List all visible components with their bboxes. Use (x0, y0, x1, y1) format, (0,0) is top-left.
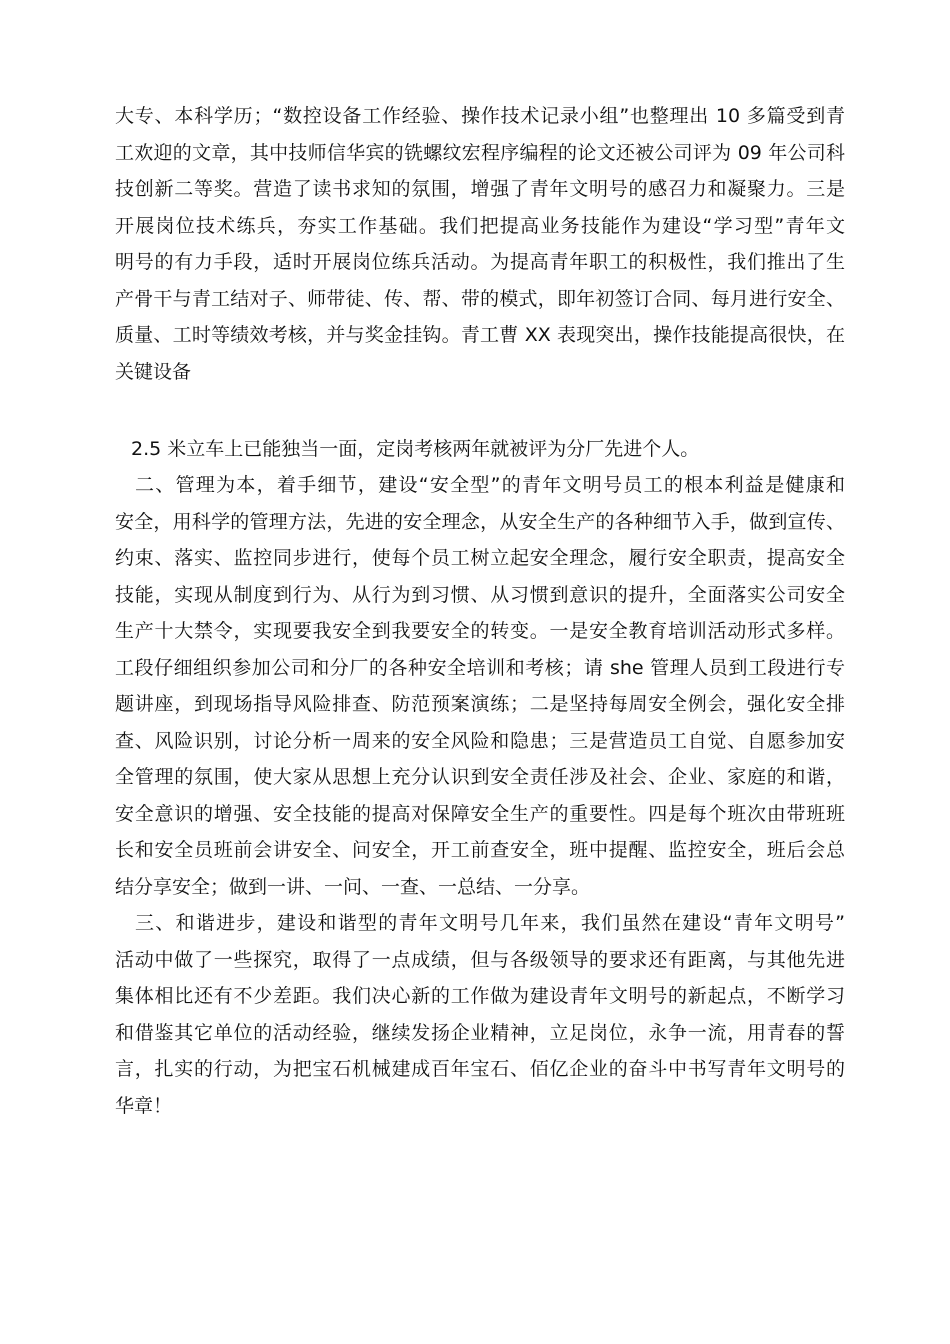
text-line: 2.5 米立车上已能独当一面，定岗考核两年就被评为分厂先进个人。 (131, 438, 700, 460)
text-line: 安全，用科学的管理方法，先进的安全理念，从安全生产的各种细节入手，做到宣传、 (115, 510, 845, 533)
text-line: 安全意识的增强、安全技能的提高对保障安全生产的重要性。四是每个班次由带班班 (115, 802, 845, 825)
text-line: 言，扎实的行动，为把宝石机械建成百年宝石、佰亿企业的奋斗中书写青年文明号的 (115, 1058, 845, 1080)
text-line: 关键设备 (115, 360, 192, 383)
text-line: 质量、工时等绩效考核，并与奖金挂钩。青工曹 XX 表现突出，操作技能提高很快，在 (115, 324, 845, 346)
text-line: 开展岗位技术练兵，夯实工作基础。我们把提高业务技能作为建设“学习型”青年文 (115, 214, 845, 237)
section-heading-line: 二、管理为本，着手细节，建设“安全型”的青年文明号员工的根本利益是健康和 (135, 474, 845, 496)
section-heading-line: 三、和谐进步，建设和谐型的青年文明号几年来，我们虽然在建设“青年文明号” (135, 912, 845, 934)
text-line: 明号的有力手段，适时开展岗位练兵活动。为提高青年职工的积极性，我们推出了生 (115, 251, 845, 273)
text-line: 约束、落实、监控同步进行，使每个员工树立起安全理念，履行安全职责，提高安全 (115, 547, 845, 569)
text-line: 全管理的氛围，使大家从思想上充分认识到安全责任涉及社会、企业、家庭的和谐， (115, 766, 845, 788)
text-line: 长和安全员班前会讲安全、问安全，开工前查安全，班中提醒、监控安全，班后会总 (115, 839, 845, 861)
text-line: 华章！ (115, 1094, 173, 1117)
text-line: 生产十大禁令，实现要我安全到我要安全的转变。一是安全教育培训活动形式多样。 (115, 620, 845, 642)
paragraph-sections (115, 467, 845, 1124)
text-line: 题讲座，到现场指导风险排查、防范预案演练；二是坚持每周安全例会，强化安全排 (115, 693, 845, 715)
text-line: 活动中做了一些探究，取得了一点成绩，但与各级领导的要求还有距离，与其他先进 (115, 948, 845, 971)
text-line: 和借鉴其它单位的活动经验，继续发扬企业精神，立足岗位，永争一流，用青春的誓 (115, 1021, 845, 1044)
text-line: 集体相比还有不少差距。我们决心新的工作做为建设青年文明号的新起点，不断学习 (115, 985, 845, 1007)
text-line: 产骨干与青工结对子、师带徒、传、帮、带的模式，即年初签订合同、每月进行安全、 (115, 287, 845, 310)
text-line: 大专、本科学历；“数控设备工作经验、操作技术记录小组”也整理出 10 多篇受到青 (115, 105, 845, 127)
text-line: 技创新二等奖。营造了读书求知的氛围，增强了青年文明号的感召力和凝聚力。三是 (115, 178, 845, 200)
paragraph-continued (115, 98, 845, 390)
text-line: 结分享安全；做到一讲、一问、一查、一总结、一分享。 (115, 875, 591, 898)
text-line: 工段仔细组织参加公司和分厂的各种安全培训和考核；请 she 管理人员到工段进行专 (115, 656, 845, 679)
text-line: 查、风险识别，讨论分析一周来的安全风险和隐患；三是营造员工自觉、自愿参加安 (115, 729, 845, 752)
paragraph-fragment (131, 431, 861, 468)
text-line: 工欢迎的文章，其中技师信华宾的铣螺纹宏程序编程的论文还被公司评为 09 年公司科 (115, 141, 845, 164)
text-line: 技能，实现从制度到行为、从行为到习惯、从习惯到意识的提升，全面落实公司安全 (115, 583, 845, 606)
